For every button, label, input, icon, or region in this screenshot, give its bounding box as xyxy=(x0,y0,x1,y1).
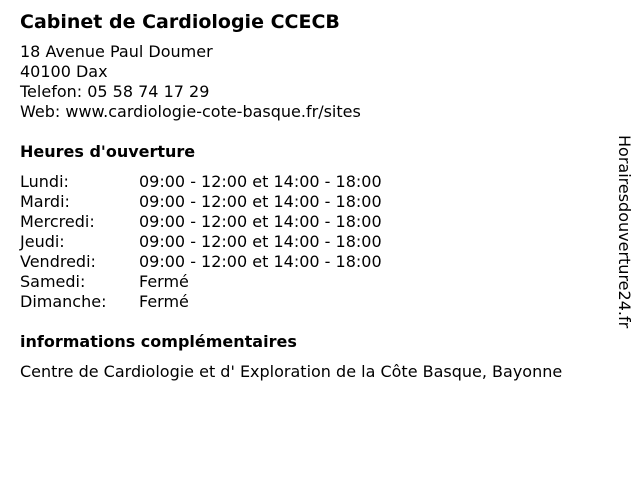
info-heading: informations complémentaires xyxy=(20,332,297,351)
hours-row-wednesday xyxy=(20,212,605,232)
phone-number: Telefon: 05 58 74 17 29 xyxy=(20,82,210,101)
address-block xyxy=(20,42,605,122)
address-street: 18 Avenue Paul Doumer xyxy=(20,42,213,61)
day-hours: 09:00 - 12:00 et 14:00 - 18:00 xyxy=(139,212,382,231)
site-watermark: Horairesdouverture24.fr xyxy=(615,135,634,329)
hours-row-tuesday xyxy=(20,192,605,212)
hours-table xyxy=(20,172,605,312)
hours-row-saturday xyxy=(20,272,605,292)
day-label: Jeudi: xyxy=(20,232,65,251)
business-card xyxy=(20,10,605,382)
hours-heading: Heures d'ouverture xyxy=(20,142,196,161)
hours-row-monday xyxy=(20,172,605,192)
day-label: Lundi: xyxy=(20,172,69,191)
day-hours: Fermé xyxy=(139,292,189,311)
day-hours: Fermé xyxy=(139,272,189,291)
day-label: Mercredi: xyxy=(20,212,95,231)
hours-row-sunday xyxy=(20,292,605,312)
day-hours: 09:00 - 12:00 et 14:00 - 18:00 xyxy=(139,232,382,251)
day-hours: 09:00 - 12:00 et 14:00 - 18:00 xyxy=(139,192,382,211)
day-hours: 09:00 - 12:00 et 14:00 - 18:00 xyxy=(139,172,382,191)
hours-row-thursday xyxy=(20,232,605,252)
day-label: Samedi: xyxy=(20,272,86,291)
business-name: Cabinet de Cardiologie CCECB xyxy=(20,11,340,33)
info-text: Centre de Cardiologie et d' Exploration de la Côte Basque, Bayonne xyxy=(20,362,563,381)
website-link[interactable]: Web: www.cardiologie-cote-basque.fr/sites xyxy=(20,102,361,121)
day-label: Vendredi: xyxy=(20,252,96,271)
address-city: 40100 Dax xyxy=(20,62,108,81)
day-label: Dimanche: xyxy=(20,292,107,311)
day-label: Mardi: xyxy=(20,192,70,211)
day-hours: 09:00 - 12:00 et 14:00 - 18:00 xyxy=(139,252,382,271)
hours-row-friday xyxy=(20,252,605,272)
